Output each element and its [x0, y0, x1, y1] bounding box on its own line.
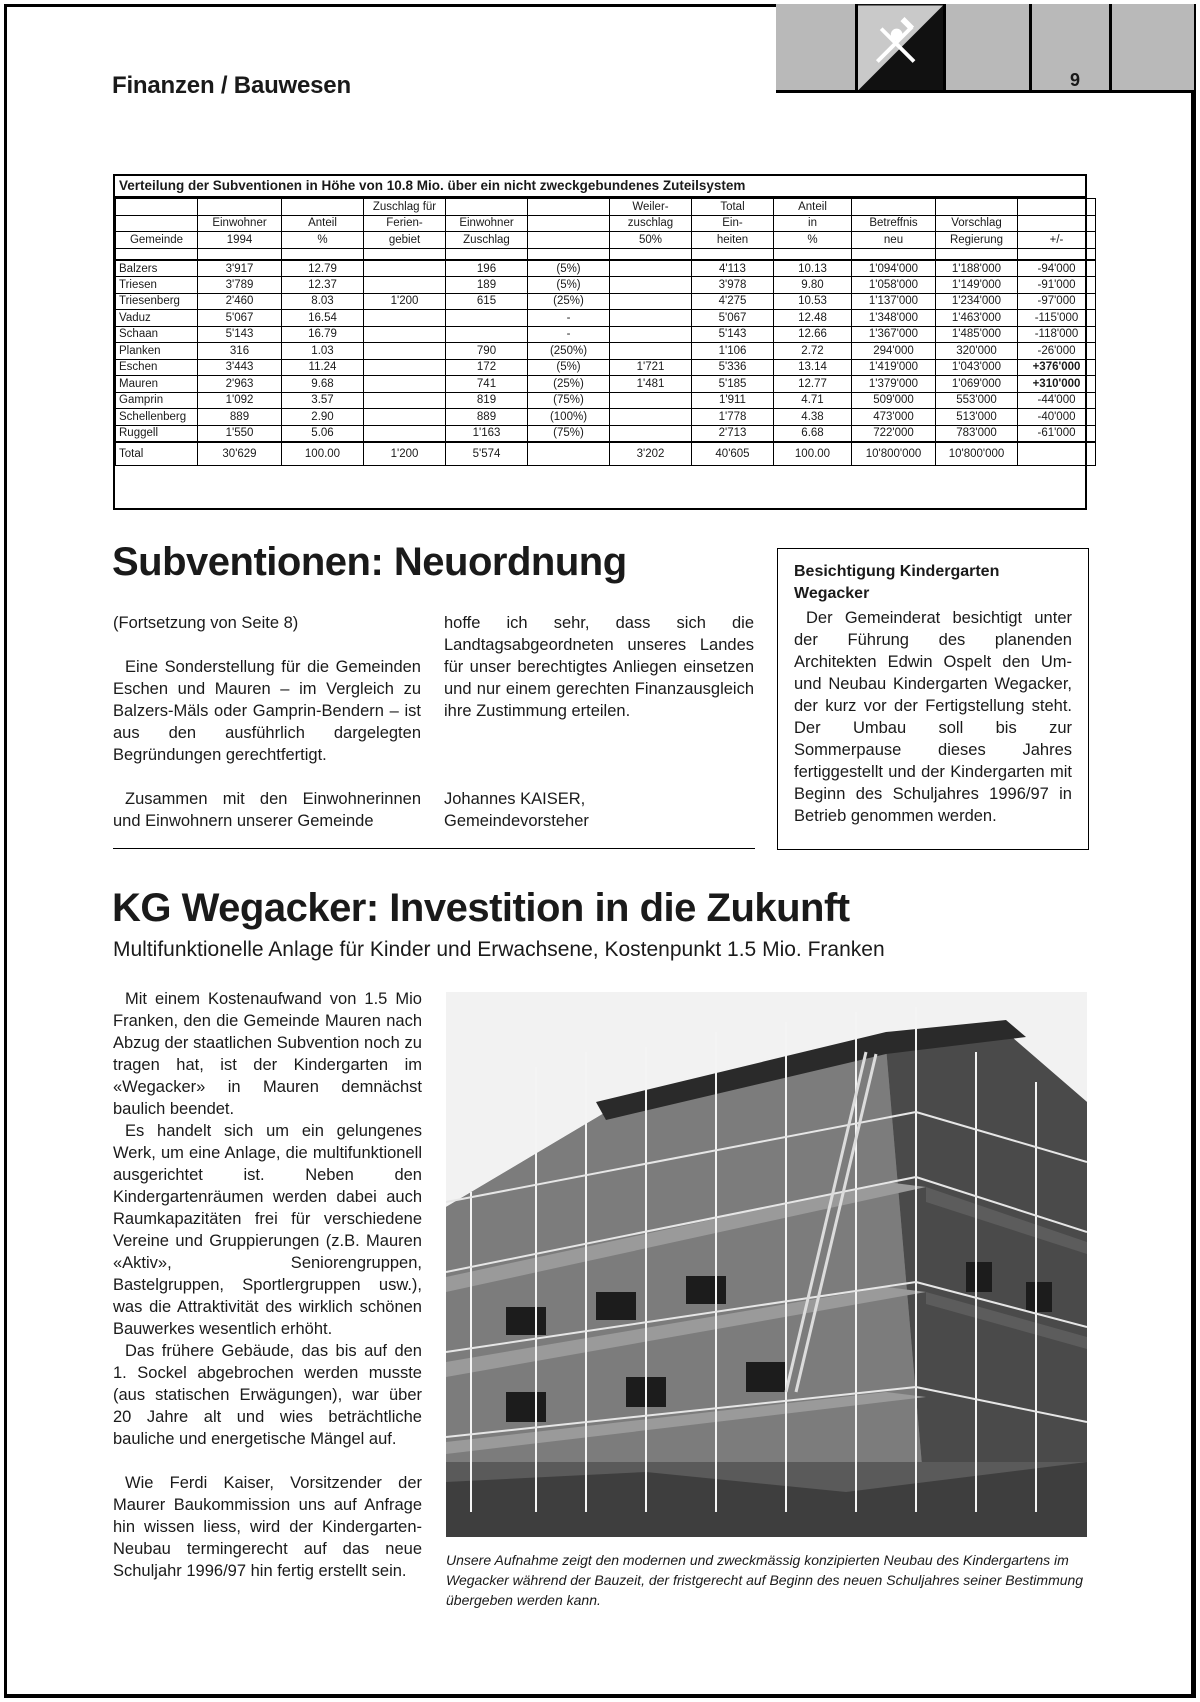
table-header-cell: Vorschlag	[936, 215, 1018, 232]
table-cell: 1'163	[446, 425, 528, 442]
table-row	[116, 310, 1096, 327]
table-header-cell: Regierung	[936, 232, 1018, 249]
table-header-cell: Total	[692, 199, 774, 216]
table-cell: 2.90	[282, 409, 364, 426]
table-cell: 1.03	[282, 343, 364, 360]
table-cell	[610, 277, 692, 294]
table-cell: -118'000	[1018, 326, 1096, 343]
table-cell: 5'143	[692, 326, 774, 343]
table-cell	[610, 310, 692, 327]
subsidy-grid	[115, 198, 1096, 466]
table-cell: 5.06	[282, 425, 364, 442]
table-cell	[610, 293, 692, 310]
table-cell: 1'367'000	[852, 326, 936, 343]
table-cell: 1'778	[692, 409, 774, 426]
table-header-cell: 1994	[198, 232, 282, 249]
table-cell	[610, 425, 692, 442]
table-cell: (100%)	[528, 409, 610, 426]
table-row-label: Gamprin	[116, 392, 198, 409]
article-paragraph: Mit einem Kostenaufwand von 1.5 Mio Franken, den die Gemeinde Mauren nach Abzug der staatlichen Subvention noch zu tragen hat, ist der Kindergarten im «Wegacker» in Mauren demnächst baulich beendet.	[113, 990, 422, 1118]
table-cell: (25%)	[528, 293, 610, 310]
table-header-cell	[852, 199, 936, 216]
table-cell: (5%)	[528, 359, 610, 376]
table-spacer-cell	[936, 248, 1018, 260]
table-cell: 3'978	[692, 277, 774, 294]
table-cell: 5'336	[692, 359, 774, 376]
table-cell: 3'789	[198, 277, 282, 294]
table-cell: 4'113	[692, 260, 774, 277]
table-cell: 10.53	[774, 293, 852, 310]
table-cell: 1'092	[198, 392, 282, 409]
table-header-cell: Ein-	[692, 215, 774, 232]
table-total-row	[116, 442, 1096, 466]
table-header-row	[116, 215, 1096, 232]
table-spacer-cell	[1018, 248, 1096, 260]
table-cell: 1'200	[364, 293, 446, 310]
strip-block	[776, 4, 858, 92]
table-row	[116, 409, 1096, 426]
table-cell: 4.71	[774, 392, 852, 409]
signature-name: Johannes KAISER,	[444, 790, 586, 808]
table-header-cell	[528, 232, 610, 249]
table-row-label: Planken	[116, 343, 198, 360]
table-cell	[364, 277, 446, 294]
building-scaffold-image	[446, 992, 1087, 1537]
table-cell: 196	[446, 260, 528, 277]
table-header-cell: neu	[852, 232, 936, 249]
table-cell: 12.66	[774, 326, 852, 343]
table-cell: 12.79	[282, 260, 364, 277]
table-caption: Verteilung der Subventionen in Höhe von 10.8 Mio. über ein nicht zweckgebundenes Zuteilsystem	[115, 176, 1085, 198]
table-cell: -26'000	[1018, 343, 1096, 360]
table-header-cell: Ferien-	[364, 215, 446, 232]
table-cell: +376'000	[1018, 359, 1096, 376]
table-header-cell: Zuschlag	[446, 232, 528, 249]
table-cell	[446, 326, 528, 343]
table-spacer-cell	[446, 248, 528, 260]
section-title: Finanzen / Bauwesen	[112, 72, 351, 99]
table-cell: (75%)	[528, 392, 610, 409]
table-header-cell: %	[774, 232, 852, 249]
table-spacer-cell	[116, 248, 198, 260]
table-header-cell: %	[282, 232, 364, 249]
article-paragraph: Wie Ferdi Kaiser, Vorsitzender der Maurer Baukommission uns auf Anfrage hin wissen liess, wird der Kindergarten-Neubau termingerecht auf das neue Schuljahr 1996/97 hin fertig erstellt sein.	[113, 1474, 422, 1580]
table-cell: (250%)	[528, 343, 610, 360]
table-cell	[364, 392, 446, 409]
table-row	[116, 425, 1096, 442]
header-rule	[776, 90, 1194, 93]
table-cell: 12.77	[774, 376, 852, 393]
article-column-2	[444, 612, 754, 832]
table-cell: 4'275	[692, 293, 774, 310]
table-cell: 3.57	[282, 392, 364, 409]
table-cell: 5'067	[692, 310, 774, 327]
table-cell: 12.48	[774, 310, 852, 327]
table-cell: (25%)	[528, 376, 610, 393]
table-header-cell: gebiet	[364, 232, 446, 249]
table-cell: (75%)	[528, 425, 610, 442]
table-cell: -61'000	[1018, 425, 1096, 442]
table-spacer-cell	[610, 248, 692, 260]
table-cell: 509'000	[852, 392, 936, 409]
table-total-cell: 100.00	[282, 442, 364, 466]
table-cell	[364, 310, 446, 327]
signature-role: Gemeindevorsteher	[444, 812, 589, 830]
table-row-label: Triesen	[116, 277, 198, 294]
table-cell: -	[528, 326, 610, 343]
table-cell: 1'043'000	[936, 359, 1018, 376]
table-cell: -91'000	[1018, 277, 1096, 294]
table-row	[116, 343, 1096, 360]
table-header-cell: Zuschlag für	[364, 199, 446, 216]
table-total-cell: 40'605	[692, 442, 774, 466]
article-title: KG Wegacker: Investition in die Zukunft	[112, 886, 850, 930]
table-cell: 294'000	[852, 343, 936, 360]
table-header-cell: Anteil	[282, 215, 364, 232]
table-total-cell: 30'629	[198, 442, 282, 466]
table-cell: 12.37	[282, 277, 364, 294]
table-row-label: Schaan	[116, 326, 198, 343]
header-strip	[776, 4, 1194, 92]
table-cell: 473'000	[852, 409, 936, 426]
table-cell	[610, 392, 692, 409]
article-paragraph: Es handelt sich um ein gelungenes Werk, um eine Anlage, die multifunktionell ausgerichtet ist. Neben den Kindergartenräumen werden dabei auch Raumkapazitäten frei für verschiedene Vereine und Gruppierungen (z.B. Mauren «Aktiv», Seniorengruppen, Bastelgruppen, Sportlergruppen usw.), was die Attraktivität des wirklich schönen Bauwerkes wesentlich erhöht.	[113, 1122, 422, 1338]
table-header-cell	[116, 215, 198, 232]
table-cell: 2'963	[198, 376, 282, 393]
table-cell: 1'094'000	[852, 260, 936, 277]
table-cell: -94'000	[1018, 260, 1096, 277]
table-cell	[364, 343, 446, 360]
table-cell: 9.68	[282, 376, 364, 393]
article-subtitle: Multifunktionelle Anlage für Kinder und Erwachsene, Kostenpunkt 1.5 Mio. Franken	[113, 938, 885, 961]
table-spacer-cell	[528, 248, 610, 260]
table-cell: 2.72	[774, 343, 852, 360]
table-cell: +310'000	[1018, 376, 1096, 393]
table-cell: 1'069'000	[936, 376, 1018, 393]
table-header-cell: 50%	[610, 232, 692, 249]
table-header-row	[116, 232, 1096, 249]
table-cell: 1'550	[198, 425, 282, 442]
strip-block	[1112, 4, 1194, 92]
article-paragraph: Zusammen mit den Einwohnerinnen und Einwohnern unserer Gemeinde	[113, 790, 421, 830]
table-header-cell: Gemeinde	[116, 232, 198, 249]
table-cell: 11.24	[282, 359, 364, 376]
table-cell: -44'000	[1018, 392, 1096, 409]
table-row	[116, 277, 1096, 294]
table-cell: (5%)	[528, 260, 610, 277]
article-title: Subventionen: Neuordnung	[112, 540, 627, 584]
table-total-cell: 10'800'000	[936, 442, 1018, 466]
table-row-label: Schellenberg	[116, 409, 198, 426]
strip-logo-block	[858, 4, 946, 92]
table-spacer-cell	[198, 248, 282, 260]
table-cell: 1'485'000	[936, 326, 1018, 343]
table-row-label: Eschen	[116, 359, 198, 376]
table-cell: 2'713	[692, 425, 774, 442]
table-cell	[364, 359, 446, 376]
table-header-cell: Anteil	[774, 199, 852, 216]
table-cell	[446, 310, 528, 327]
table-header-cell: zuschlag	[610, 215, 692, 232]
table-cell: 1'188'000	[936, 260, 1018, 277]
table-header-cell: heiten	[692, 232, 774, 249]
table-spacer-cell	[852, 248, 936, 260]
table-total-cell	[1018, 442, 1096, 466]
table-header-cell	[1018, 199, 1096, 216]
table-cell: 316	[198, 343, 282, 360]
table-header-cell	[446, 199, 528, 216]
table-cell: -97'000	[1018, 293, 1096, 310]
table-cell	[364, 425, 446, 442]
construction-photo	[446, 992, 1087, 1537]
table-cell	[610, 409, 692, 426]
table-total-cell: 100.00	[774, 442, 852, 466]
article-column-1	[113, 612, 421, 832]
table-row	[116, 376, 1096, 393]
table-spacer-cell	[282, 248, 364, 260]
table-cell: 741	[446, 376, 528, 393]
subsidy-table	[113, 174, 1087, 510]
photo-caption: Unsere Aufnahme zeigt den modernen und zweckmässig konzipierten Neubau des Kindergartens im Wegacker während der Bauzeit, der fristgerecht auf Beginn des neuen Schuljahres seiner Bestimmung übergeben werden kann.	[446, 1552, 1084, 1608]
table-cell: 9.80	[774, 277, 852, 294]
table-cell: -	[528, 310, 610, 327]
table-total-cell: 3'202	[610, 442, 692, 466]
table-header-cell	[1018, 215, 1096, 232]
table-cell: 1'721	[610, 359, 692, 376]
table-cell: 8.03	[282, 293, 364, 310]
table-spacer-cell	[692, 248, 774, 260]
table-cell: 6.68	[774, 425, 852, 442]
table-row	[116, 359, 1096, 376]
table-header-cell	[282, 199, 364, 216]
table-total-cell: 5'574	[446, 442, 528, 466]
table-cell	[364, 260, 446, 277]
table-cell: 1'234'000	[936, 293, 1018, 310]
table-cell	[364, 409, 446, 426]
table-row-label: Ruggell	[116, 425, 198, 442]
table-cell: 1'149'000	[936, 277, 1018, 294]
article-paragraph: hoffe ich sehr, dass sich die Landtagsabgeordneten unseres Landes für unser berechtigtes Anliegen einsetzen und nur einem gerechten Finanzausgleich ihre Zustimmung erteilen.	[444, 614, 754, 720]
divider	[113, 848, 755, 849]
table-cell: 1'911	[692, 392, 774, 409]
table-cell: 5'067	[198, 310, 282, 327]
table-row	[116, 260, 1096, 277]
table-cell: 722'000	[852, 425, 936, 442]
table-row-label: Mauren	[116, 376, 198, 393]
table-spacer-cell	[774, 248, 852, 260]
table-cell: 615	[446, 293, 528, 310]
table-row-label: Balzers	[116, 260, 198, 277]
table-cell: 1'419'000	[852, 359, 936, 376]
table-header-cell	[936, 199, 1018, 216]
table-cell: 16.54	[282, 310, 364, 327]
table-cell: 1'137'000	[852, 293, 936, 310]
table-cell: 1'058'000	[852, 277, 936, 294]
table-cell: 5'185	[692, 376, 774, 393]
table-cell	[610, 326, 692, 343]
table-cell: 2'460	[198, 293, 282, 310]
table-cell: 819	[446, 392, 528, 409]
table-cell: 3'917	[198, 260, 282, 277]
table-spacer-row	[116, 248, 1096, 260]
table-cell: 889	[446, 409, 528, 426]
table-header-cell: Einwohner	[446, 215, 528, 232]
article-column	[113, 988, 422, 1582]
table-total-cell	[528, 442, 610, 466]
table-header-cell	[528, 215, 610, 232]
table-header-cell: Einwohner	[198, 215, 282, 232]
table-cell: 1'348'000	[852, 310, 936, 327]
sidebar-box-title: Besichtigung Kindergarten Wegacker	[794, 563, 1000, 602]
article-paragraph: (Fortsetzung von Seite 8)	[113, 614, 299, 632]
table-cell: -115'000	[1018, 310, 1096, 327]
table-header-cell: Betreffnis	[852, 215, 936, 232]
crossed-tools-emblem-icon	[858, 4, 943, 92]
table-cell	[364, 326, 446, 343]
table-cell: 16.79	[282, 326, 364, 343]
table-spacer-cell	[364, 248, 446, 260]
page-number: 9	[1070, 70, 1081, 90]
table-cell: 320'000	[936, 343, 1018, 360]
article-paragraph: Eine Sonderstellung für die Gemeinden Eschen und Mauren – im Vergleich zu Balzers-Mäls oder Gamprin-Bendern – ist aus den ausführlich dargelegten Begründungen gerechtfertigt.	[113, 658, 421, 764]
table-cell: 1'481	[610, 376, 692, 393]
table-cell: 5'143	[198, 326, 282, 343]
table-row-label: Vaduz	[116, 310, 198, 327]
table-total-cell: 10'800'000	[852, 442, 936, 466]
sidebar-box-text: Der Gemeinderat besichtigt unter der Führung des planenden Architekten Edwin Ospelt den Um- und Neubau Kindergarten Wegacker, der kurz vor der Fertigstellung steht. Der Umbau soll bis zur Sommerpause dieses Jahres fertiggestellt und der Kindergarten mit Beginn des Schuljahres 1996/97 in Betrieb genommen werden.	[794, 609, 1072, 825]
table-header-cell	[198, 199, 282, 216]
table-cell: -40'000	[1018, 409, 1096, 426]
table-header-cell	[116, 199, 198, 216]
table-cell: 513'000	[936, 409, 1018, 426]
table-cell: (5%)	[528, 277, 610, 294]
table-cell	[610, 260, 692, 277]
table-cell: 889	[198, 409, 282, 426]
table-header-cell: Weiler-	[610, 199, 692, 216]
article-paragraph: Das frühere Gebäude, das bis auf den 1. Sockel abgebrochen werden musste (aus statischen Erwägungen), war über 20 Jahre alt und wies beträchtliche bauliche und energetische Mängel auf.	[113, 1342, 422, 1448]
table-row	[116, 392, 1096, 409]
table-cell: 189	[446, 277, 528, 294]
table-cell: 790	[446, 343, 528, 360]
table-cell: 13.14	[774, 359, 852, 376]
table-header-row	[116, 199, 1096, 216]
table-header-cell: in	[774, 215, 852, 232]
table-cell: 172	[446, 359, 528, 376]
table-cell: 3'443	[198, 359, 282, 376]
table-cell: 553'000	[936, 392, 1018, 409]
table-row	[116, 326, 1096, 343]
table-cell: 783'000	[936, 425, 1018, 442]
table-cell: 1'379'000	[852, 376, 936, 393]
table-total-cell: 1'200	[364, 442, 446, 466]
table-cell: 10.13	[774, 260, 852, 277]
table-row	[116, 293, 1096, 310]
table-cell	[610, 343, 692, 360]
table-cell: 1'463'000	[936, 310, 1018, 327]
table-total-label: Total	[116, 442, 198, 466]
table-header-cell: +/-	[1018, 232, 1096, 249]
table-cell: 4.38	[774, 409, 852, 426]
strip-block	[946, 4, 1032, 92]
table-cell: 1'106	[692, 343, 774, 360]
table-header-cell	[528, 199, 610, 216]
sidebar-box	[777, 548, 1089, 850]
table-cell	[364, 376, 446, 393]
table-row-label: Triesenberg	[116, 293, 198, 310]
